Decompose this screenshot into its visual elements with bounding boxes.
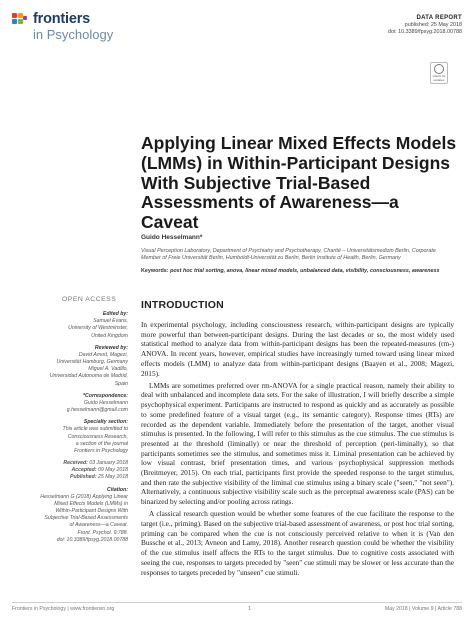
citation-line: Subjective Trial-Based Assessments [44, 515, 128, 522]
check-for-updates-button[interactable] [430, 62, 448, 84]
specialty-line: Frontiers in Psychology [74, 447, 128, 454]
footer-volume: May 2018 | Volume 9 | Article 788 [384, 606, 462, 612]
citation-line: Within-Participant Designs With [55, 508, 128, 515]
correspondence-email[interactable]: g.hesselmann@gmail.com [66, 407, 128, 414]
frontiers-logo-icon [12, 13, 28, 29]
reviewer-line: Miguel A. Vadillo, [88, 366, 128, 373]
specialty-line: This article was submitted to [62, 426, 128, 433]
specialty-section-label: Specialty section: [83, 419, 128, 426]
journal-name: in Psychology [33, 26, 114, 42]
edited-by-label: Edited by: [102, 311, 128, 317]
paragraph: A classical research question would be whether some features of the cue facilitate the response to the target (i.e., priming). Based on the subjective trial-based assessment of awareness, or post hoc trial sorting, priming can be compared when the cue is not consciously perceived relative to when it is (Van den Bussche et al., 2013; Avneon and Lamy, 2018). Another research question could be whether the visibility of the cue stimulus itself affects the RTs to the target stimulus. Due to cognitive costs associated with seeing the cue, responses to targets preceded by "seen" cue stimuli may be slower or less accurate than the responses to targets preceded by "unseen" cue stimuli. [141, 509, 454, 577]
doi[interactable]: doi: 10.3389/fpsyg.2018.00788 [387, 29, 462, 36]
received-date: Received: 03 January 2018 [63, 460, 128, 467]
citation-line: Mixed Effects Models (LMMs) in [54, 500, 128, 507]
specialty-line: Consciousness Research, [67, 433, 128, 440]
keywords-list: post hoc trial sorting, anova, linear mixed models, unbalanced data, visibility, consciousness, awareness [170, 268, 440, 274]
correspondence-name: Guido Hesselmann [83, 399, 128, 406]
article-meta [388, 14, 462, 37]
sidebar-info [16, 311, 128, 544]
specialty-line: a section of the journal [75, 440, 128, 447]
open-access-label: OPEN ACCESS [62, 296, 117, 303]
article-title: Applying Linear Mixed Effects Models (LMMs) in Within-Participant Designs With Subjective Trial-Based Assessments of Awareness—a Caveat [141, 133, 457, 233]
journal-logo[interactable] [12, 12, 113, 41]
keywords-label: Keywords: [141, 268, 169, 274]
published-date: published: 25 May 2018 [404, 22, 462, 29]
article-dates [16, 460, 128, 482]
body-text [141, 320, 454, 580]
check-updates-icon [434, 64, 444, 74]
published-date-sidebar: Published: 25 May 2018 [70, 474, 128, 481]
brand-name: frontiers [33, 11, 91, 27]
editor-line: University of Westminster, [68, 325, 128, 332]
citation-line: of Awareness—a Caveat. [69, 522, 128, 529]
footer-journal-link[interactable]: Frontiers in Psychology | www.frontiersin.org [12, 606, 115, 612]
citation-doi[interactable]: doi: 10.3389/fpsyg.2018.00788 [56, 536, 128, 543]
reviewer-line: Universidad Autonoma de Madrid, [49, 373, 128, 380]
page-number: 1 [248, 606, 252, 612]
article-type: DATA REPORT [416, 15, 462, 21]
reviewer-line: David Amod, Magezi, [78, 351, 128, 358]
editor-line: United Kingdom [91, 332, 128, 339]
reviewer-line: Spain [114, 380, 128, 387]
page-footer [12, 602, 462, 612]
citation-line: Front. Psychol. 9:788. [77, 529, 128, 536]
author-affiliation: Visual Perception Laboratory, Department of Psychiatry and Psychotherapy, Charité – Universitätsmedizin Berlin, Corporate Member of Freie Universität Berlin, Humboldt-Universität zu Berlin, Berlin Institute of Health, Berlin, Germany [141, 248, 436, 262]
editor-line: Samuel Evans, [93, 318, 128, 325]
paragraph: LMMs are sometimes preferred over rm-ANOVA for a single practical reason, namely their ability to deal with unbalanced and incomplete data sets. For the sake of illustration, I will briefly describe a simple psychophysical experiment. Participants are instructed to respond as quickly and as accurately as possible to some predefined feature of a visual target (e.g., its semantic category). Response times (RTs) are recorded as the dependent variable. Immediately before the presentation of the target, another visual stimulus is presented. In the following, I will refer to this stimulus as the cue stimulus. The cue stimulus is presented at the threshold (liminally) or near the threshold of perception (peri-liminally), so that participants sometimes see the stimulus, and sometimes miss it. Liminal presentation can be achieved by low visual contrast, brief presentation times, and various psychophysical suppression methods (Breitmeyer, 2015). On each trial, participants first provide the speeded response to the target stimulus, and then rate the subjective visibility of the liminal cue stimulus using a binary scale ("seen," "not seen"). Alternatively, a continuous subjective visibility scale such as the perceptual awareness scale (PAS) can be binarized by selecting and/or pooling across ratings. [141, 380, 454, 507]
reviewed-by-label: Reviewed by: [94, 344, 128, 351]
accepted-date: Accepted: 09 May 2018 [71, 467, 128, 474]
check-updates-label: Check for updates [432, 74, 446, 82]
correspondence-label: *Correspondence: [83, 392, 128, 399]
section-heading-introduction: INTRODUCTION [141, 299, 224, 311]
keywords [141, 268, 446, 275]
citation-label: Citation: [106, 486, 128, 493]
reviewer-line: Universität Hamburg, Germany [56, 359, 128, 366]
paragraph: In experimental psychology, including consciousness research, within-participant designs are typically more powerful than between-participant designs. During the last decades or so, the most widely used statistical method to analyze data from within-participant designs has been the repeated-measures (rm-) ANOVA. In recent years, however, empirical studies have increasingly turned toward using linear mixed effects models (LMM) to analyze data from within-participant designs (Baayen et al., 2008; Magezi, 2015). [141, 320, 454, 378]
citation-line: Hesselmann G (2018) Applying Linear [40, 493, 128, 500]
author-name[interactable]: Guido Hesselmann* [141, 234, 203, 241]
